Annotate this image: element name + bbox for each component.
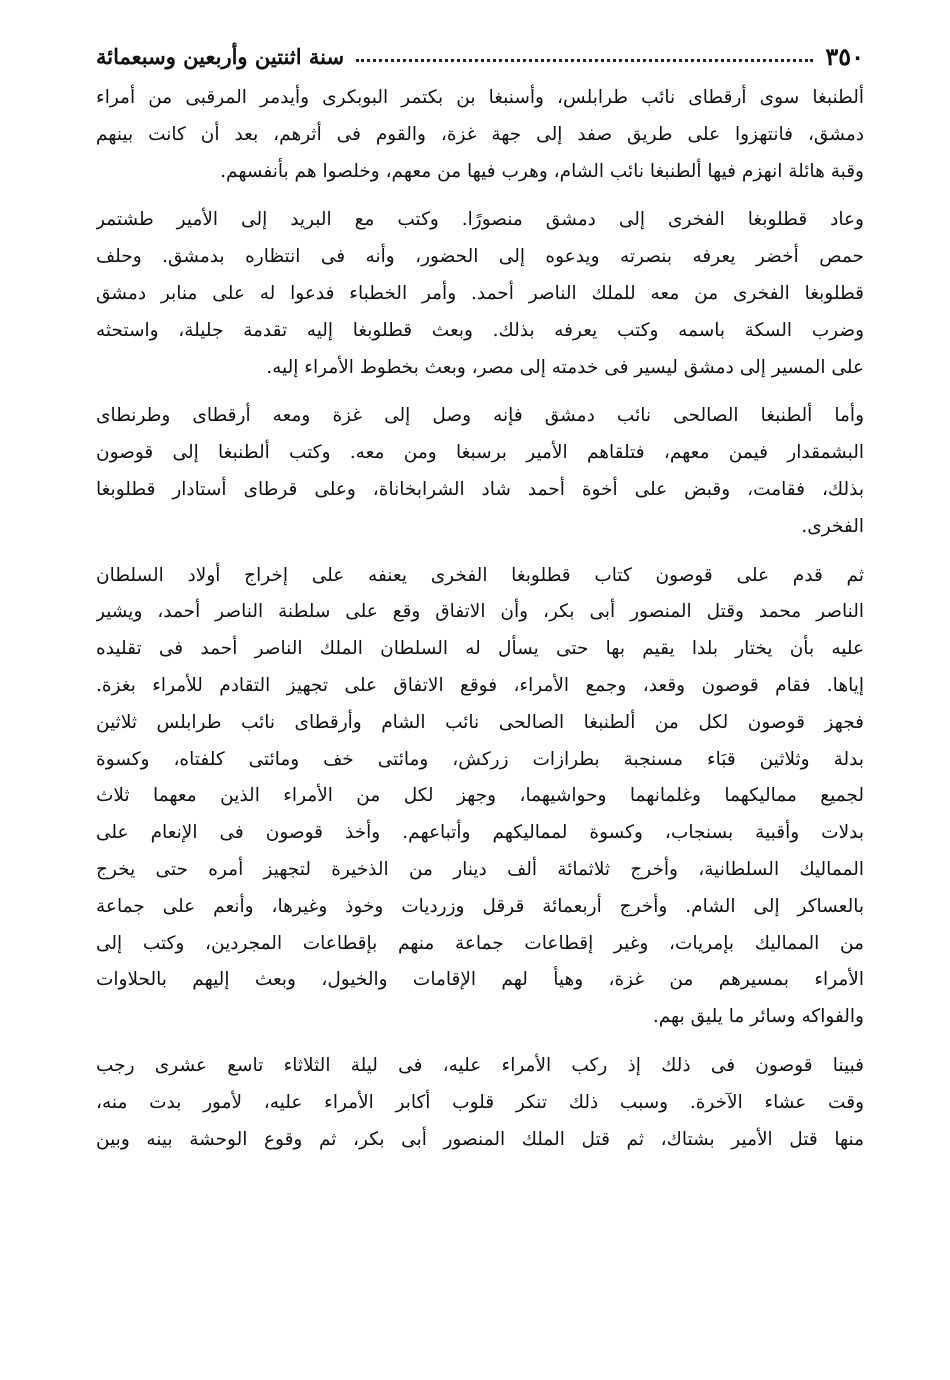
paragraph-gap <box>96 546 864 558</box>
text-line: وقت عشاء الآخرة. وسبب ذلك تنكر قلوب أكابر الأمراء عليه، لأمور بدت منه، <box>96 1091 864 1113</box>
text-line: إياها. فقام قوصون وقعد، وجمع الأمراء، فوقع الاتفاق على تجهيز التقادم للأمراء بغزة. <box>96 674 864 696</box>
text-line: بدلات وأقبية بسنجاب، وكسوة لمماليكهم وأتباعهم. وأخذ قوصون فى الإنعام على <box>96 822 864 844</box>
text-line: دمشق، فانتهزوا على طريق صفد إلى جهة غزة، والقوم فى أثرهم، بعد أن كانت بينهم <box>96 123 864 145</box>
text-line: منها قتل الأمير بشتاك، ثم قتل الملك المنصور أبى بكر، ثم وقوع الوحشة بينه وبين <box>96 1128 864 1150</box>
text-line: بدلة وثلاثين قبَاء مسنجبة بطرازات زركش، ومائتى خف ومائتى كلفتاه، وكسوة <box>96 748 864 770</box>
text-line: فبينا قوصون فى ذلك إذ ركب الأمراء عليه، فى ليلة الثلاثاء تاسع عشرى رجب <box>96 1054 864 1076</box>
text-line: وأما ألطنبغا الصالحى نائب دمشق فإنه وصل إلى غزة ومعه أرقطاى وطرنطاى <box>96 405 864 427</box>
paragraph-2 <box>96 202 864 386</box>
page-number: ٣٥٠ <box>825 41 864 71</box>
running-header <box>96 36 864 76</box>
paragraph-5 <box>96 1048 864 1158</box>
text-line: وعاد قطلوبغا الفخرى إلى دمشق منصورًا. وكتب مع البريد إلى الأمير طشتمر <box>96 209 864 231</box>
text-line: لجميع مماليكهما وغلمانهما وحواشيهما، وجهز لكل من الأمراء الذين معهما ثلاث <box>96 785 864 807</box>
paragraph-gap <box>96 386 864 398</box>
text-line: من المماليك بإمريات، وغير إقطاعات جماعة منهم بإقطاعات المجردين، وكتب إلى <box>96 932 864 954</box>
paragraph-gap <box>96 1036 864 1048</box>
running-title: سنة اثنتين وأربعين وسبعمائة <box>96 43 345 69</box>
text-line: الناصر محمد وقتل المنصور أبى بكر، وأن الاتفاق وقع على سلطنة الناصر أحمد، ويشير <box>96 601 864 623</box>
text-line: ثم قدم على قوصون كتاب قطلوبغا الفخرى يعنفه على إخراج أولاد السلطان <box>96 564 864 586</box>
text-line: ألطنبغا سوى أرقطاى نائب طرابلس، وأسنبغا بن بكتمر البوبكرى وأيدمر المرقبى من أمراء <box>96 87 864 108</box>
text-line: فجهز قوصون لكل من ألطنبغا الصالحى نائب الشام وأرقطاى نائب طرابلس ثلاثين <box>96 711 864 733</box>
paragraph-3 <box>96 398 864 545</box>
text-line: وضرب السكة باسمه وكتب يعرفه بذلك. وبعث قطلوبغا إليه تقدمة جليلة، واستحثه <box>96 319 864 341</box>
paragraph-4 <box>96 558 864 1036</box>
text-line: حمص أخضر يعرفه بنصرته ويدعوه إلى الحضور، وأنه فى انتظاره بدمشق. وحلف <box>96 246 864 268</box>
paragraph-gap <box>96 190 864 202</box>
text-line: الأمراء بمسيرهم من غزة، وهيأ لهم الإقامات والخيول، وبعث إليهم بالحلاوات <box>96 969 864 991</box>
text-line: المماليك السلطانية، وأخرج ثلاثمائة ألف دينار من الذخيرة لتجهيز أمره حتى يخرج <box>96 858 864 880</box>
text-line: والفواكه وسائر ما يليق بهم. <box>652 1006 864 1028</box>
page-body <box>96 80 864 1158</box>
text-line: بالعساكر إلى الشام. وأخرج أربعمائة قرقل وزرديات وخوذ وغيرها، وأنعم على جماعة <box>96 895 864 917</box>
text-line: البشمقدار فيمن معهم، فتلقاهم الأمير برسبغا ومن معه. وكتب ألطنبغا إلى قوصون <box>96 442 864 464</box>
text-line: على المسير إلى دمشق ليسير فى خدمته إلى مصر، وبعث بخطوط الأمراء إليه. <box>266 356 864 378</box>
header-dotted-leader <box>356 59 813 62</box>
text-line: قطلوبغا الفخرى من معه للملك الناصر أحمد. وأمر الخطباء فدعوا له على منابر دمشق <box>96 282 864 304</box>
text-line: الفخرى. <box>801 515 864 537</box>
paragraph-1 <box>96 80 864 190</box>
text-line: وقبة هائلة انهزم فيها ألطنبغا نائب الشام، وهرب فيها من معهم، وخلصوا هم بأنفسهم. <box>220 160 864 182</box>
text-line: بذلك، فقامت، وقبض على أخوة أحمد شاد الشرابخاناة، وعلى قرطاى أستادار قطلوبغا <box>96 478 864 500</box>
text-line: عليه بأن يختار بلدا يقيم بها حتى يسأل له السلطان الملك الناصر أحمد فى تقليده <box>96 638 864 660</box>
